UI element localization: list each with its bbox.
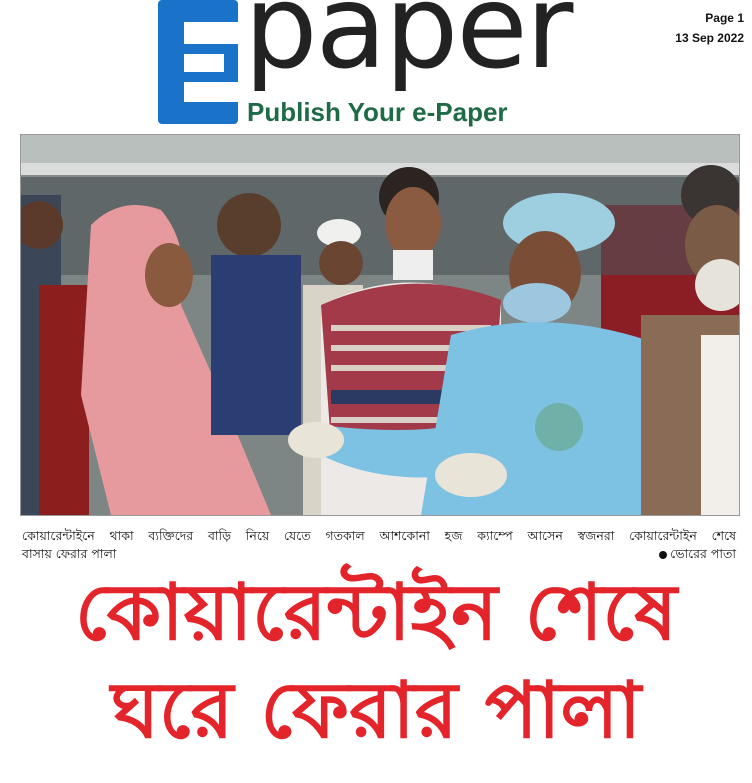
headline-line-1: কোয়ারেন্টাইন শেষে [74,568,678,658]
page-number: Page 1 [705,11,744,25]
credit-text: ভোরের পাতা [670,546,736,561]
caption-line-2: বাসায় ফেরার পালা [22,546,117,561]
tagline: Publish Your e-Paper [247,97,508,127]
logo-word: paper [244,0,572,95]
epaper-logo-e-icon [158,0,238,124]
bullet-icon [659,551,667,559]
main-headline[interactable] [0,565,752,761]
photo-caption [22,527,736,563]
news-photo[interactable] [20,134,740,516]
news-photo-icon [21,135,739,515]
page-info [675,8,744,48]
photo-credit [659,545,736,563]
masthead [0,0,752,128]
headline-line-2: ঘরে ফেরার পালা [110,666,642,756]
caption-line-2-row [22,545,736,563]
caption-line-1: কোয়ারেন্টাইনে থাকা ব্যক্তিদের বাড়ি নিয়ে যেতে গতকাল আশকোনা হজ ক্যাম্পে আসেন স্বজনরা কোয়ারেন্টাইন শেষে [22,528,736,543]
issue-date: 13 Sep 2022 [675,31,744,45]
